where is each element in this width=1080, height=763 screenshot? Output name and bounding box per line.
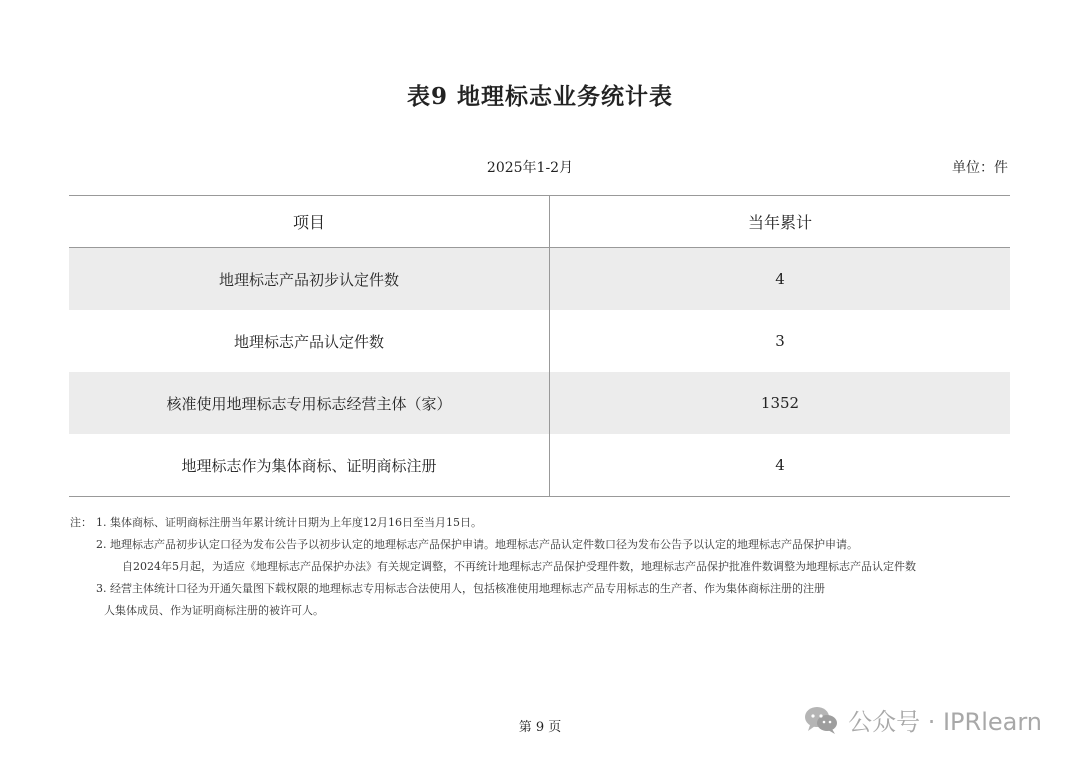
wechat-icon [804, 705, 838, 735]
notes [70, 512, 1030, 622]
statistics-table [69, 195, 1010, 497]
notes-label: 注： [70, 516, 92, 529]
row-item: 地理标志产品初步认定件数 [69, 248, 550, 310]
note-line: 3. 经营主体统计口径为开通矢量图下载权限的地理标志专用标志合法使用人，包括核准使用地理标志产品专用标志的生产者、作为集体商标注册的注册 [96, 582, 825, 595]
note-line: 自2024年5月起，为适应《地理标志产品保护办法》有关规定调整，不再统计地理标志产品保护受理件数，地理标志产品保护批准件数调整为地理标志产品认定件数 [122, 560, 916, 573]
row-item: 地理标志产品认定件数 [69, 310, 550, 372]
watermark-text: 公众号 · IPRlearn [848, 708, 1042, 736]
note-text: 1. 集体商标、证明商标注册当年累计统计日期为上年度12月16日至当月15日。 [96, 516, 482, 529]
table-row [69, 248, 1010, 310]
row-item: 核准使用地理标志专用标志经营主体（家） [69, 372, 550, 434]
page-number: 第 9 页 [518, 720, 562, 735]
unit-label: 单位：件 [952, 160, 1008, 176]
header-cumulative: 当年累计 [747, 213, 812, 232]
table-row [69, 434, 1010, 496]
table-row [69, 310, 1010, 372]
period-label: 2025年1-2月 [486, 160, 574, 176]
row-value: 3 [775, 332, 785, 350]
table-header-row [69, 196, 1010, 248]
row-value: 4 [775, 270, 785, 288]
table-title: 表9 地理标志业务统计表 [406, 83, 673, 110]
row-value: 4 [775, 456, 785, 474]
watermark [804, 702, 1042, 737]
note-line: 2. 地理标志产品初步认定口径为发布公告予以初步认定的地理标志产品保护申请。地理标志产品认定件数口径为发布公告予以认定的地理标志产品保护申请。 [96, 538, 858, 551]
note-line [70, 512, 1030, 534]
row-item: 地理标志作为集体商标、证明商标注册 [69, 434, 550, 496]
note-line: 人集体成员、作为证明商标注册的被许可人。 [104, 604, 324, 617]
row-value: 1352 [760, 394, 800, 412]
table-row [69, 372, 1010, 434]
header-item: 项目 [69, 196, 550, 247]
